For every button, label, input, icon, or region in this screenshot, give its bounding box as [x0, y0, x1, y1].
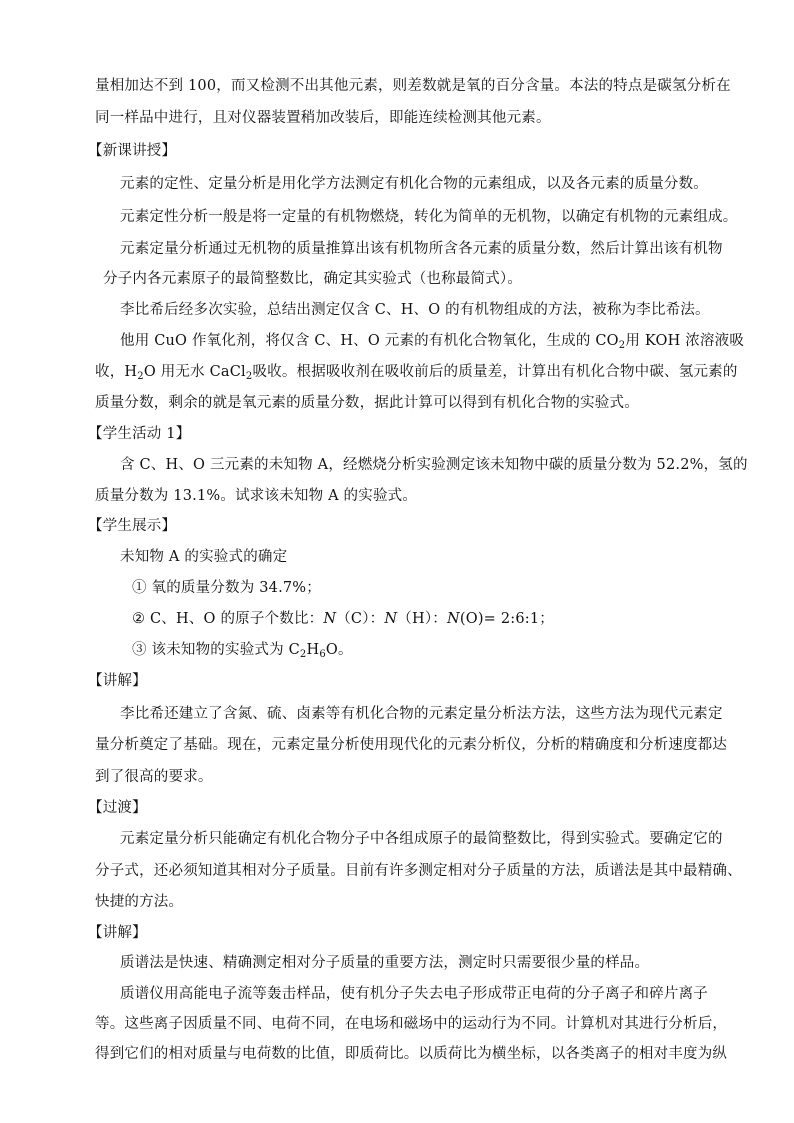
paragraph-line: 他用 CuO 作氧化剂，将仅含 C、H、O 元素的有机化合物氧化，生成的 $CO_2$用 KOH 浓溶液吸	[120, 333, 745, 351]
paragraph-line: 元素定性分析一般是将一定量的有机物燃烧，转化为简单的无机物，以确定有机物的元素组成。	[120, 209, 738, 225]
section-heading: 【讲解】	[88, 673, 147, 689]
paragraph-line: 质量分数，剩余的就是氧元素的质量分数，据此计算可以得到有机化合物的实验式。	[95, 395, 639, 411]
paragraph-line: 李比希后经多次实验，总结出测定仅含 C、H、O 的有机物组成的方法，被称为李比希法。	[120, 302, 710, 318]
paragraph-line: 到了很高的要求。	[95, 769, 213, 785]
paragraph-line: 快捷的方法。	[95, 894, 184, 910]
list-item: ② C、H、O 的原子个数比：N（C）：N（H）：N(O)= 2:6:1；	[132, 611, 554, 627]
paragraph-line: 未知物 A 的实验式的确定	[120, 549, 288, 565]
paragraph-line: 分子内各元素原子的最简整数比，确定其实验式（也称最简式）。	[103, 271, 523, 287]
section-heading: 【讲解】	[88, 925, 147, 941]
list-item: ① 氧的质量分数为 34.7%；	[132, 580, 321, 596]
paragraph-line: 分子式，还必须知道其相对分子质量。目前有许多测定相对分子质量的方法，质谱法是其中最精确、	[95, 863, 742, 879]
paragraph-line: 含 C、H、O 三元素的未知物 A，经燃烧分析实验测定该未知物中碳的质量分数为 52.2%，氢的	[120, 457, 748, 473]
paragraph-line: 质谱法是快速、精确测定相对分子质量的重要方法，测定时只需要很少量的样品。	[120, 955, 650, 971]
list-item: ③ 该未知物的实验式为 $C_2H_6O$。	[132, 642, 353, 660]
paragraph-line: 元素定量分析通过无机物的质量推算出该有机物所含各元素的质量分数，然后计算出该有机物	[120, 241, 723, 257]
paragraph-line: 质量分数为 13.1%。试求该未知物 A 的实验式。	[95, 488, 418, 504]
paragraph-line: 得到它们的相对质量与电荷数的比值，即质荷比。以质荷比为横坐标，以各类离子的相对丰度为纵	[95, 1046, 728, 1062]
paragraph-line: 量相加达不到 100，而又检测不出其他元素，则差数就是氧的百分含量。本法的特点是碳氢分析在	[95, 78, 731, 94]
paragraph-line: 质谱仪用高能电子流等轰击样品，使有机分子失去电子形成带正电荷的分子离子和碎片离子	[120, 986, 708, 1002]
paragraph-line: 李比希还建立了含氮、硫、卤素等有机化合物的元素定量分析法方法，这些方法为现代元素定	[120, 706, 723, 722]
paragraph-line: 量分析奠定了基础。现在，元素定量分析使用现代化的元素分析仪，分析的精确度和分析速度都达	[95, 737, 728, 753]
paragraph-line: 等。这些离子因质量不同、电荷不同，在电场和磁场中的运动行为不同。计算机对其进行分析后，	[95, 1016, 728, 1032]
paragraph-line: 元素的定性、定量分析是用化学方法测定有机化合物的元素组成，以及各元素的质量分数。	[120, 176, 708, 192]
section-heading: 【学生展示】	[88, 518, 177, 534]
section-heading: 【过渡】	[88, 800, 147, 816]
paragraph-line: 元素定量分析只能确定有机化合物分子中各组成原子的最简整数比，得到实验式。要确定它的	[120, 831, 723, 847]
paragraph-line: 同一样品中进行，且对仪器装置稍加改装后，即能连续检测其他元素。	[95, 110, 551, 126]
section-heading: 【学生活动 1】	[88, 426, 191, 442]
section-heading: 【新课讲授】	[88, 143, 177, 159]
paragraph-line: 收，$H_2O$ 用无水 CaCl$_2$吸收。根据吸收剂在吸收前后的质量差，计算出有机化合物中碳、氢元素的	[95, 364, 738, 382]
